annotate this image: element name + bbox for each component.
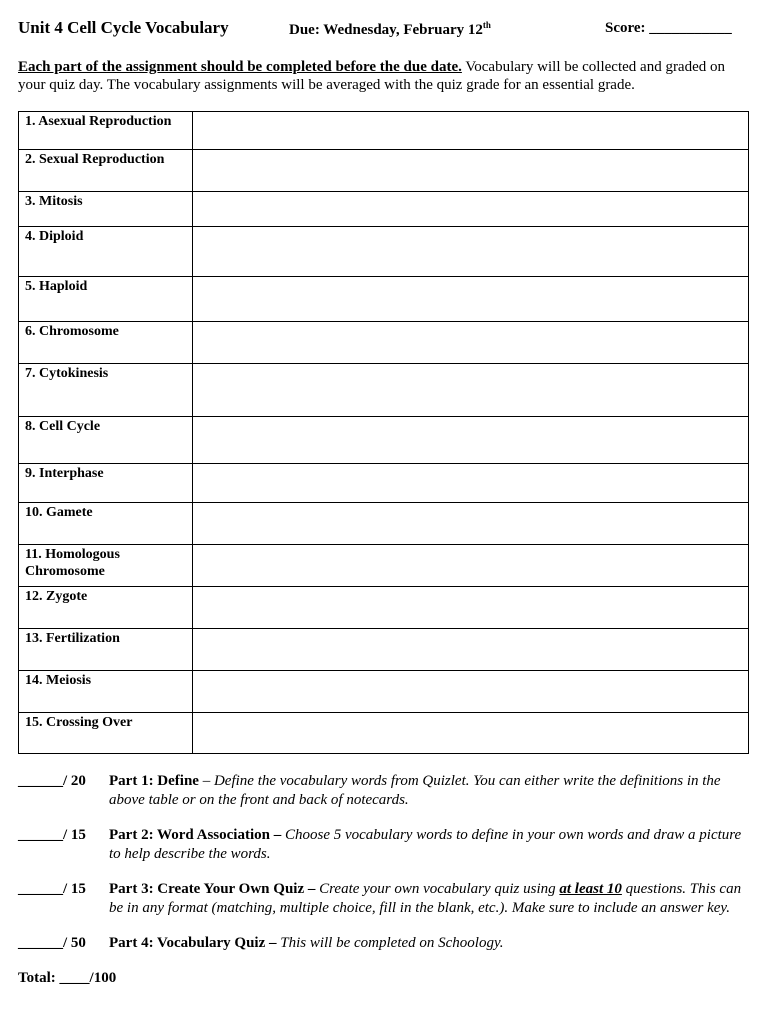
vocab-term: 15. Crossing Over [19,713,193,754]
vocab-term: 3. Mitosis [19,192,193,227]
vocab-term: 10. Gamete [19,503,193,545]
part-text: questions. This can be in any format (matching, multiple choice, fill in the blank, etc.). Make sure to include an answer key. [109,881,742,916]
table-row [19,464,749,503]
vocab-term: 5. Haploid [19,277,193,322]
definition-cell [193,629,749,671]
table-row [19,364,749,417]
vocab-term: 1. Asexual Reproduction [19,112,193,150]
intro-emphasis: Each part of the assignment should be completed before the due date. [18,59,462,75]
part-text: Create your own vocabulary quiz using [319,881,560,897]
part-description [109,880,750,918]
definition-cell [193,150,749,192]
definition-cell [193,364,749,417]
table-row [19,503,749,545]
part-dash: – [198,773,214,789]
table-row [19,629,749,671]
vocab-term: 2. Sexual Reproduction [19,150,193,192]
part-emphasis: at least 10 [559,881,622,897]
part-description [109,934,750,953]
due-date-label: Due: Wednesday, February 12 [289,22,483,38]
part-text: Define the vocabulary words from Quizlet. You can either write the definitions in the above table or on the front and back of notecards. [109,773,721,808]
definition-cell [193,587,749,629]
definition-cell [193,277,749,322]
part-title: Part 1: Define [109,773,199,789]
page-header [18,18,750,42]
part-text: This will be completed on Schoology. [280,935,504,951]
part-description [109,826,750,864]
due-date-suffix: th [482,20,491,30]
total-score: Total: ____/100 [18,970,117,986]
table-row [19,713,749,754]
definition-cell [193,322,749,364]
part-title: Part 4: Vocabulary Quiz – [109,935,277,951]
intro-paragraph [18,58,750,94]
part-title: Part 3: Create Your Own Quiz – [109,881,316,897]
page-title: Unit 4 Cell Cycle Vocabulary [18,18,229,37]
table-row [19,192,749,227]
definition-cell [193,192,749,227]
table-row [19,417,749,464]
vocab-term: 9. Interphase [19,464,193,503]
part-text: Choose 5 vocabulary words to define in your own words and draw a picture to help describe the words. [109,827,742,862]
vocab-term: 7. Cytokinesis [19,364,193,417]
definition-cell [193,112,749,150]
part-description [109,772,750,810]
table-row [19,587,749,629]
definition-cell [193,464,749,503]
definition-cell [193,671,749,713]
part-score-blank: ______/ 50 [18,935,86,951]
definition-cell [193,713,749,754]
score-field: Score: ___________ [605,20,732,36]
table-row [19,277,749,322]
table-row [19,112,749,150]
vocab-term: 8. Cell Cycle [19,417,193,464]
table-row [19,322,749,364]
part-score-blank: ______/ 15 [18,827,86,843]
table-row [19,545,749,587]
table-row [19,671,749,713]
part-score-blank: ______/ 15 [18,881,86,897]
vocab-term: 13. Fertilization [19,629,193,671]
vocab-term: 11. Homologous Chromosome [19,545,193,587]
vocab-term: 6. Chromosome [19,322,193,364]
vocab-term: 4. Diploid [19,227,193,277]
part-score-blank: ______/ 20 [18,773,86,789]
table-row [19,227,749,277]
part-title: Part 2: Word Association – [109,827,282,843]
definition-cell [193,227,749,277]
vocab-term: 12. Zygote [19,587,193,629]
vocabulary-table [18,111,749,754]
intro-text: Vocabulary will be collected and graded on your quiz day. The vocabulary assignments will be averaged with the quiz grade for an essential grade. [18,59,725,93]
definition-cell [193,545,749,587]
definition-cell [193,503,749,545]
vocab-term: 14. Meiosis [19,671,193,713]
definition-cell [193,417,749,464]
due-date [289,20,491,39]
table-row [19,150,749,192]
